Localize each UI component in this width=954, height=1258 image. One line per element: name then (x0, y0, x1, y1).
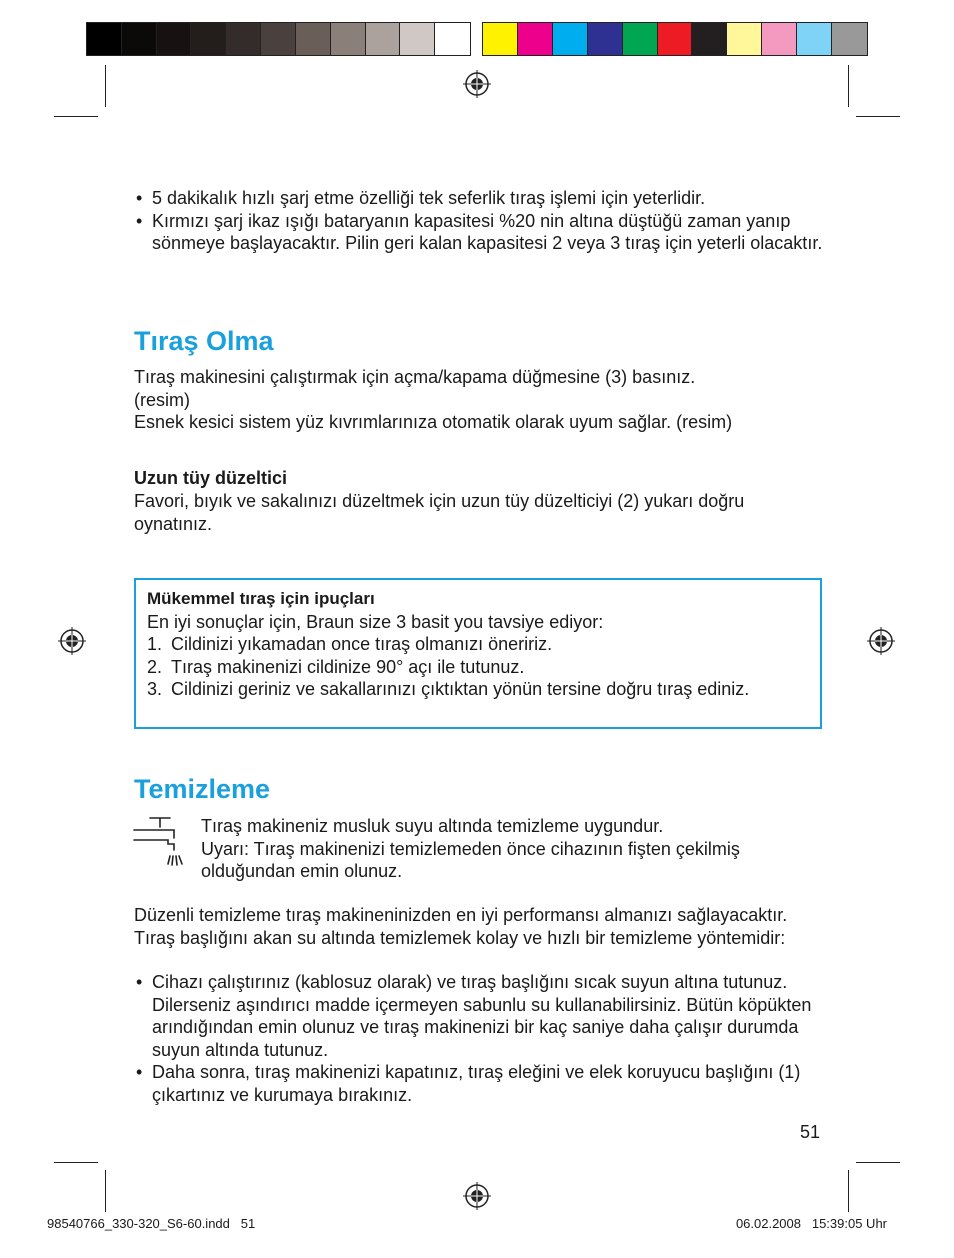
tips-list (147, 633, 811, 701)
crop-mark-top-right-h (856, 116, 900, 117)
paragraph-line: Uyarı: Tıraş makinenizi temizlemeden önce cihazının fişten çekilmiş olduğundan emin olunuz. (201, 838, 740, 881)
section-title-shaving: Tıraş Olma (134, 326, 274, 356)
tips-intro: En iyi sonuçlar için, Braun size 3 basit you tavsiye ediyor: (147, 611, 604, 632)
color-swatch (832, 23, 867, 55)
color-swatch (762, 23, 797, 55)
crop-mark-top-left-h (54, 116, 98, 117)
list-item: 3. Cildinizi geriniz ve sakallarınızı çıktıktan yönün tersine doğru tıraş ediniz. (147, 679, 750, 699)
crop-mark-bottom-right-h (856, 1162, 900, 1163)
tips-box (134, 578, 822, 729)
tips-title: Mükemmel tıraş için ipuçları (147, 589, 375, 608)
page-number: 51 (799, 1122, 820, 1142)
crop-mark-bottom-right-v (848, 1170, 849, 1212)
trimmer-text: Favori, bıyık ve sakalınızı düzeltmek için uzun tüy düzelticiyi (2) yukarı doğru oynatınız. (134, 491, 745, 534)
section-title-cleaning: Temizleme (134, 774, 271, 804)
color-swatch (191, 23, 226, 55)
color-swatch (623, 23, 658, 55)
color-swatch (797, 23, 832, 55)
color-swatch (400, 23, 435, 55)
cleaning-paragraph: Düzenli temizleme tıraş makineninizden en iyi performansı almanızı sağlayacaktır. Tıraş başlığını akan su altında temizlemek kolay ve hızlı bir temizleme yöntemidir: (134, 905, 788, 948)
registration-mark-top-icon (462, 69, 492, 99)
color-swatch (331, 23, 366, 55)
list-item: 2. Tıraş makinenizi cildinize 90° açı ile tutunuz. (147, 656, 525, 677)
color-swatch (692, 23, 727, 55)
list-item: • Kırmızı şarj ikaz ışığı bataryanın kapasitesi %20 nin altına düştüğü zaman yanıp sönmeye başlayacaktır. Pilin geri kalan kapasitesi 2 veya 3 tıraş için yeterli olacaktır. (134, 210, 824, 255)
color-swatch (87, 23, 122, 55)
trimmer-subtitle: Uzun tüy düzeltici (134, 468, 287, 488)
registration-mark-left-icon (57, 626, 87, 656)
process-color-bar (482, 22, 868, 56)
footer-timestamp: 06.02.2008 15:39:05 Uhr (735, 1216, 887, 1231)
color-swatch (727, 23, 762, 55)
color-swatch (296, 23, 331, 55)
footer-file-name: 98540766_330-320_S6-60.indd 51 (47, 1216, 256, 1231)
crop-mark-bottom-left-v (105, 1170, 106, 1212)
crop-mark-top-right-v (848, 65, 849, 107)
color-swatch (226, 23, 261, 55)
color-swatch (157, 23, 192, 55)
paragraph-line: Esnek kesici sistem yüz kıvrımlarınıza otomatik olarak uyum sağlar. (resim) (134, 412, 733, 432)
registration-mark-right-icon (866, 626, 896, 656)
paragraph-line: Tıraş makineniz musluk suyu altında temizleme uygundur. (201, 816, 664, 836)
faucet-icon (132, 814, 188, 870)
paragraph-line: Tıraş makinesini çalıştırmak için açma/kapama düğmesine (3) basınız. (134, 367, 696, 387)
paragraph-line: (resim) (134, 389, 190, 410)
faucet-text (201, 815, 821, 883)
color-swatch (122, 23, 157, 55)
list-item: • Daha sonra, tıraş makinenizi kapatınız, tıraş eleğini ve elek koruyucu başlığını (1) çıkartınız ve kurumaya bırakınız. (134, 1061, 834, 1106)
crop-mark-top-left-v (105, 65, 106, 107)
color-swatch (366, 23, 401, 55)
shaving-paragraph (134, 366, 834, 434)
list-item: • 5 dakikalık hızlı şarj etme özelliği tek seferlik tıraş işlemi için yeterlidir. (134, 187, 824, 210)
registration-mark-bottom-icon (462, 1181, 492, 1211)
color-swatch (658, 23, 693, 55)
color-swatch (435, 23, 470, 55)
color-swatch (588, 23, 623, 55)
crop-mark-bottom-left-h (54, 1162, 98, 1163)
list-item: • Cihazı çalıştırınız (kablosuz olarak) ve tıraş başlığını sıcak suyun altına tutunuz. Dilerseniz aşındırıcı madde içermeyen sabunlu su kullanabilirsiniz. Bütün köpükten arındığından emin olunuz ve tıraş makinenizi bir kaç saniye daha çalışır durumda suyun altında tutunuz. (134, 971, 834, 1061)
color-swatch (483, 23, 518, 55)
cleaning-bullet-list (134, 971, 834, 1106)
color-swatch (553, 23, 588, 55)
color-swatch (518, 23, 553, 55)
list-item: 1. Cildinizi yıkamadan once tıraş olmanızı öneririz. (147, 634, 553, 654)
color-swatch (261, 23, 296, 55)
intro-bullet-list (134, 187, 824, 255)
gray-color-bar (86, 22, 471, 56)
